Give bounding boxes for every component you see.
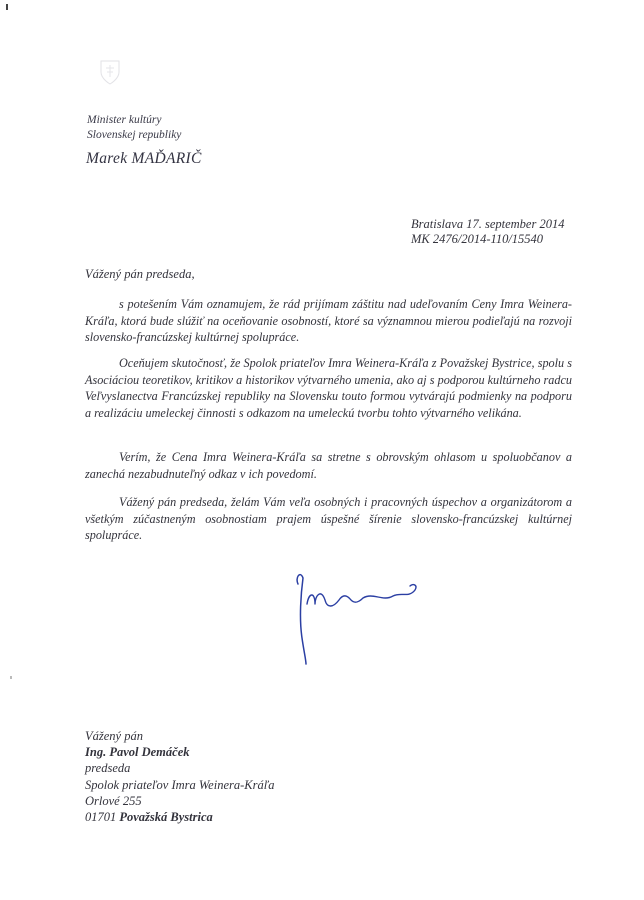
date-block <box>411 217 564 247</box>
scan-mark <box>10 676 12 679</box>
reference-number: MK 2476/2014-110/15540 <box>411 232 544 246</box>
sender-title: Minister kultúry <box>87 114 162 126</box>
paragraph-2: Oceňujem skutočnosť, že Spolok priateľov Imra Weinera-Kráľa z Považskej Bystrice, spolu s Asociáciou teoretikov, kritikov a historikov výtvarného umenia, ako aj s podporou kultúrneho radcu Veľvyslanectva Francúzskej republiky na Slovensku touto formou vytvárajú podmienky na podporu a realizáciu umeleckej činnosti s odkazom na umeleckú tvorbu tohto výtvarného velikána. <box>85 356 572 420</box>
addressee-city: Považská Bystrica <box>119 810 213 825</box>
addressee-block <box>85 728 275 825</box>
paragraph-3: Verím, že Cena Imra Weinera-Kráľa sa stretne s obrovským ohlasom u spoluobčanov a zanechá nezabudnuteľný odkaz v ich povedomí. <box>85 450 572 481</box>
addressee-salutation: Vážený pán <box>85 729 143 743</box>
addressee-street: Orlové 255 <box>85 793 142 808</box>
scan-mark <box>6 4 8 10</box>
addressee-postal-code: 01701 <box>85 810 117 825</box>
place-date: Bratislava 17. september 2014 <box>411 217 565 231</box>
sender-name: Marek MAĎARIČ <box>86 150 202 167</box>
addressee-city-line <box>85 809 275 825</box>
addressee-organization: Spolok priateľov Imra Weinera-Kráľa <box>85 777 275 792</box>
addressee-name: Ing. Pavol Demáček <box>85 745 190 760</box>
handwritten-signature-icon <box>285 548 445 666</box>
addressee-role: predseda <box>85 761 131 776</box>
salutation: Vážený pán predseda, <box>85 267 195 281</box>
paragraph-4: Vážený pán predseda, želám Vám veľa osobných i pracovných úspechov a organizátorom a všetkým zúčastneným osobnostiam prajem úspešné šírenie slovensko-francúzskej kultúrnej spolupráce. <box>85 495 572 543</box>
sender-country: Slovenskej republiky <box>87 129 182 141</box>
letterhead <box>87 113 181 143</box>
paragraph-1: s potešením Vám oznamujem, že rád prijímam záštitu nad udeľovaním Ceny Imra Weinera-Kráľa, ktorá bude slúžiť na oceňovanie osobností, ktoré sa významnou mierou podieľajú na rozvoji slovensko-francúzskej kultúrnej spolupráce. <box>85 297 572 345</box>
coat-of-arms-icon <box>98 58 122 86</box>
